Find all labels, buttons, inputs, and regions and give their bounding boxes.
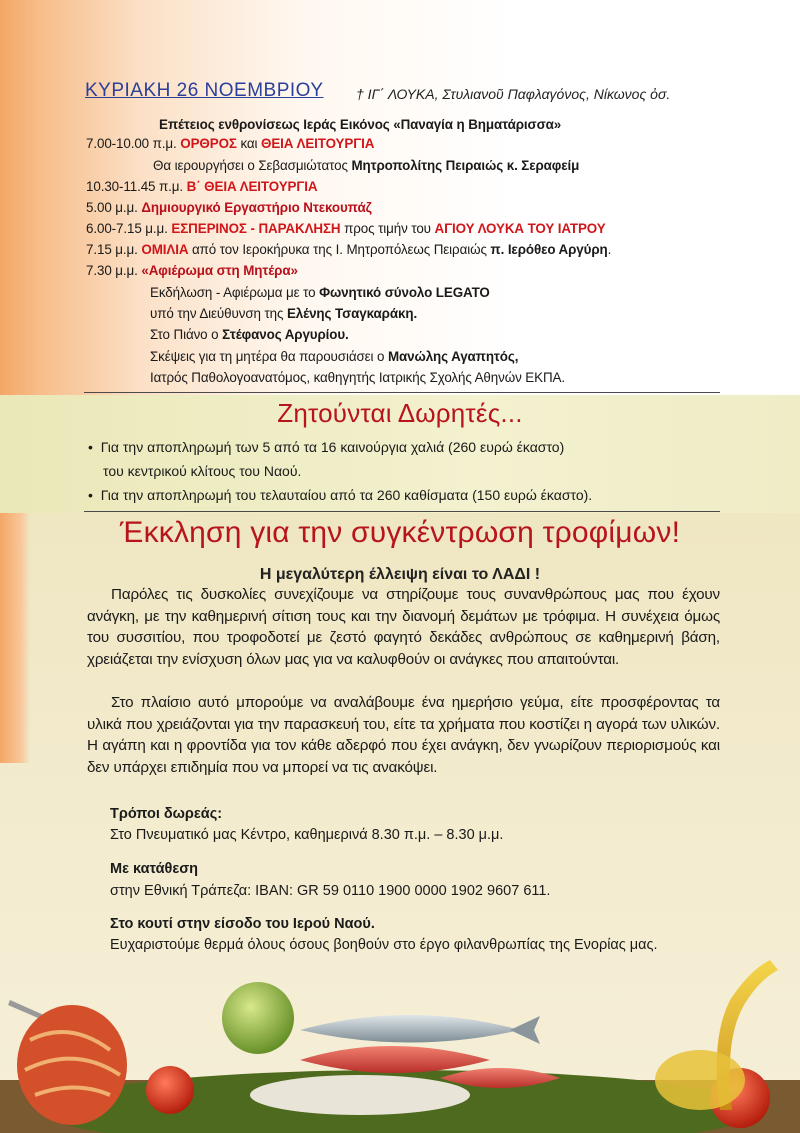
schedule-row-6: [86, 261, 298, 280]
saint-luke-label: ΑΓΙΟΥ ΛΟΥΚΑ ΤΟΥ ΙΑΤΡΟΥ: [434, 221, 606, 236]
tribute-detail-3: [150, 325, 349, 344]
schedule-row-1: [86, 134, 374, 153]
detail-text: Εκδήλωση - Αφιέρωμα με το: [150, 285, 316, 300]
schedule-note-1: [153, 156, 579, 175]
schedule-time: 7.30 μ.μ.: [86, 263, 138, 278]
and-word: και: [240, 136, 258, 151]
bullet-icon: •: [88, 439, 101, 455]
tomato-shape: [146, 1066, 194, 1114]
donation-ways-heading: Τρόποι δωρεάς:: [110, 806, 223, 822]
donor-bullet-1: [88, 437, 564, 457]
homily-label: ΟΜΙΛΙΑ: [141, 242, 189, 257]
donation-box-heading: Στο κουτί στην είσοδο του Ιερού Ναού.: [110, 916, 375, 932]
donors-title: Ζητούνται Δωρητές...: [277, 398, 523, 428]
detail-text: Σκέψεις για τη μητέρα θα παρουσιάσει ο: [150, 349, 385, 364]
appeal-paragraph-2: Στο πλαίσιο αυτό μπορούμε να αναλάβουμε ένα ημερήσιο γεύμα, είτε προσφέροντας τα υλικά που χρειάζονται για την παρασκευή του, είτε τα χρήματα που κοστίζει η αγορά των υλικών. Η αγάπη και η φροντίδα για τον κάθε αδερφό που έχει ανάγκη, δεν γνωρίζουν περιορισμούς και δεν υπάρχει επιδημία που να μπορεί να τις ανακόψει.: [87, 694, 720, 776]
sunday-date: ΚΥΡΙΑΚΗ 26 ΝΟΕΜΒΡΙΟΥ: [85, 80, 324, 101]
plate-shape: [250, 1075, 470, 1115]
homily-text: από τον Ιεροκήρυκα της Ι. Μητροπόλεως Πειραιώς: [192, 242, 487, 257]
tribute-detail-2: [150, 304, 417, 323]
schedule-time: 5.00 μ.μ.: [86, 200, 138, 215]
schedule-row-4: [86, 219, 606, 238]
second-liturgy-label: Β΄ ΘΕΙΑ ΛΕΙΤΟΥΡΓΙΑ: [186, 179, 318, 194]
note-text: Θα ιερουργήσει ο Σεβασμιώτατος: [153, 158, 348, 173]
divider-top: [84, 392, 720, 393]
liturgy-label: ΘΕΙΑ ΛΕΙΤΟΥΡΓΙΑ: [261, 136, 375, 151]
divider-bottom: [84, 511, 720, 512]
schedule-row-3: [86, 198, 372, 217]
food-illustration: [0, 960, 800, 1133]
detail-text: υπό την Διεύθυνση της: [150, 306, 284, 321]
schedule-row-5: [86, 240, 611, 259]
fish-tail: [510, 1016, 540, 1044]
schedule-row-2: [86, 177, 318, 196]
orange-side-strip: [0, 513, 30, 763]
preacher-name: π. Ιερόθεο Αργύρη: [490, 242, 608, 257]
saints-of-day: † ΙΓ΄ ΛΟΥΚΑ, Στυλιανοῦ Παφλαγόνος, Νίκωνος ὀσ.: [356, 86, 671, 102]
tribute-detail-1: [150, 283, 490, 302]
metropolitan-name: Μητροπολίτης Πειραιώς κ. Σεραφείμ: [351, 158, 580, 173]
schedule-time: 10.30-11.45 π.μ.: [86, 179, 183, 194]
speaker-name: Μανώλης Αγαπητός,: [387, 349, 519, 364]
anniversary-line: Επέτειος ενθρονίσεως Ιεράς Εικόνος «Παναγία η Βηματάρισσα»: [159, 117, 562, 132]
bullet-text: Για την αποπληρωμή του τελαυταίου από τα 260 καθίσματα (150 ευρώ έκαστο).: [100, 487, 593, 503]
bullet-icon: •: [88, 487, 101, 503]
red-fish-shape: [300, 1046, 490, 1073]
vespers-label: ΕΣΠΕΡΙΝΟΣ - ΠΑΡΑΚΛΗΣΗ: [171, 221, 341, 236]
period: .: [607, 242, 612, 257]
oil-shortage-subtitle: Η μεγαλύτερη έλλειψη είναι το ΛΑΔΙ !: [259, 566, 541, 583]
apple-shape: [222, 982, 294, 1054]
appeal-paragraph-1: Παρόλες τις δυσκολίες συνεχίζουμε να στηρίζουμε τους συνανθρώπους μας που έχουν ανάγκη, με την καθημερινή σίτιση τους και την διανομή δεμάτων με τρόφιμα. Η συνέχεια όμως του συσσιτίου, που τροφοδοτεί με ζεστό φαγητό δεκάδες ανθρώπους σε καθημερινή βάση, χρειάζεται την ενίσχυση όλων μας για να καλυφθούν οι ανάγκες που απαιτούνται.: [87, 586, 720, 668]
bullet-text: Για την αποπληρωμή των 5 από τα 16 καινούργια χαλιά (260 ευρώ έκαστο): [100, 439, 565, 455]
detail-text: Στο Πιάνο ο: [150, 327, 219, 342]
pianist-name: Στέφανος Αργυρίου.: [222, 327, 349, 342]
conductor-name: Ελένης Τσαγκαράκη.: [286, 306, 418, 321]
thanks-text: Ευχαριστούμε θερμά όλους όσους βοηθούν στο έργο φιλανθρωπίας της Ενορίας μας.: [110, 937, 658, 953]
honor-text: προς τιμήν του: [344, 221, 431, 236]
tribute-detail-4: [150, 347, 518, 366]
deposit-iban-text: στην Εθνική Τράπεζα: IBAN: GR 59 0110 1900 0000 1902 9607 611.: [110, 883, 551, 899]
deposit-heading: Με κατάθεση: [110, 861, 198, 877]
donor-bullet-1-cont: του κεντρικού κλίτους του Ναού.: [103, 463, 302, 479]
orthros-label: ΟΡΘΡΟΣ: [180, 136, 237, 151]
decoupage-label: Δημιουργικό Εργαστήριο Ντεκουπάζ: [141, 200, 372, 215]
appeal-title: Έκκληση για την συγκέντρωση τροφίμων!: [119, 516, 681, 549]
schedule-time: 7.15 μ.μ.: [86, 242, 138, 257]
oil-splash: [655, 1050, 745, 1110]
donation-ways-text: Στο Πνευματικό μας Κέντρο, καθημερινά 8.30 π.μ. – 8.30 μ.μ.: [110, 827, 504, 843]
fish-shape: [300, 1015, 520, 1043]
schedule-time: 7.00-10.00 π.μ.: [86, 136, 177, 151]
tribute-detail-5: Ιατρός Παθολογοανατόμος, καθηγητής Ιατρικής Σχολής Αθηνών ΕΚΠΑ.: [150, 370, 565, 385]
schedule-time: 6.00-7.15 μ.μ.: [86, 221, 168, 236]
donor-bullet-2: [88, 485, 592, 505]
mother-tribute-label: «Αφιέρωμα στη Μητέρα»: [141, 263, 298, 278]
choir-name: Φωνητικό σύνολο LEGATO: [319, 285, 490, 300]
